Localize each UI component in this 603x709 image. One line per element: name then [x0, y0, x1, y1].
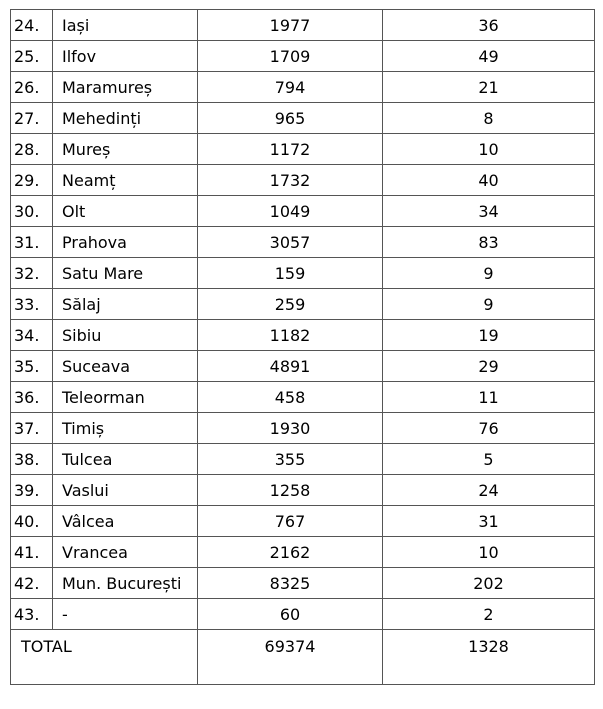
total-label: TOTAL [11, 630, 198, 685]
row-number: 30. [11, 196, 53, 227]
county-name: Mun. București [53, 568, 198, 599]
county-name: Prahova [53, 227, 198, 258]
row-number: 24. [11, 10, 53, 41]
value-1: 1172 [198, 134, 383, 165]
row-number: 39. [11, 475, 53, 506]
value-2: 31 [383, 506, 595, 537]
value-1: 458 [198, 382, 383, 413]
table-row [11, 599, 595, 630]
value-2: 10 [383, 537, 595, 568]
row-number: 26. [11, 72, 53, 103]
row-number: 37. [11, 413, 53, 444]
value-1: 4891 [198, 351, 383, 382]
row-number: 27. [11, 103, 53, 134]
total-value-1: 69374 [198, 630, 383, 685]
county-name: Olt [53, 196, 198, 227]
county-name: - [53, 599, 198, 630]
county-name: Vâlcea [53, 506, 198, 537]
value-2: 5 [383, 444, 595, 475]
value-1: 2162 [198, 537, 383, 568]
value-2: 11 [383, 382, 595, 413]
value-2: 49 [383, 41, 595, 72]
county-name: Sibiu [53, 320, 198, 351]
county-name: Iași [53, 10, 198, 41]
table-row [11, 134, 595, 165]
table-row [11, 258, 595, 289]
county-name: Maramureș [53, 72, 198, 103]
value-2: 24 [383, 475, 595, 506]
value-2: 202 [383, 568, 595, 599]
value-1: 355 [198, 444, 383, 475]
value-1: 259 [198, 289, 383, 320]
county-name: Ilfov [53, 41, 198, 72]
table-row [11, 10, 595, 41]
value-1: 1930 [198, 413, 383, 444]
table-row [11, 320, 595, 351]
value-1: 1977 [198, 10, 383, 41]
value-2: 19 [383, 320, 595, 351]
value-2: 2 [383, 599, 595, 630]
row-number: 29. [11, 165, 53, 196]
value-1: 965 [198, 103, 383, 134]
row-number: 36. [11, 382, 53, 413]
table-row [11, 289, 595, 320]
value-1: 1709 [198, 41, 383, 72]
value-2: 34 [383, 196, 595, 227]
row-number: 41. [11, 537, 53, 568]
value-2: 40 [383, 165, 595, 196]
table-row [11, 196, 595, 227]
table-row [11, 227, 595, 258]
county-name: Teleorman [53, 382, 198, 413]
row-number: 28. [11, 134, 53, 165]
table-row [11, 103, 595, 134]
value-1: 1732 [198, 165, 383, 196]
value-1: 1049 [198, 196, 383, 227]
value-2: 83 [383, 227, 595, 258]
table-row [11, 568, 595, 599]
value-1: 1258 [198, 475, 383, 506]
row-number: 34. [11, 320, 53, 351]
value-1: 159 [198, 258, 383, 289]
table-row [11, 351, 595, 382]
county-name: Sălaj [53, 289, 198, 320]
value-1: 60 [198, 599, 383, 630]
value-2: 36 [383, 10, 595, 41]
total-value-2: 1328 [383, 630, 595, 685]
county-name: Satu Mare [53, 258, 198, 289]
total-row [11, 630, 595, 685]
table-row [11, 41, 595, 72]
value-2: 76 [383, 413, 595, 444]
table-row [11, 506, 595, 537]
county-name: Mureș [53, 134, 198, 165]
table-row [11, 475, 595, 506]
row-number: 42. [11, 568, 53, 599]
county-name: Timiș [53, 413, 198, 444]
county-name: Neamț [53, 165, 198, 196]
county-table [10, 9, 595, 685]
value-2: 29 [383, 351, 595, 382]
row-number: 40. [11, 506, 53, 537]
table-row [11, 382, 595, 413]
value-2: 8 [383, 103, 595, 134]
value-1: 3057 [198, 227, 383, 258]
table-row [11, 413, 595, 444]
table-body [11, 10, 595, 685]
value-1: 1182 [198, 320, 383, 351]
county-name: Vrancea [53, 537, 198, 568]
table-row [11, 72, 595, 103]
value-1: 767 [198, 506, 383, 537]
row-number: 35. [11, 351, 53, 382]
table-row [11, 444, 595, 475]
row-number: 43. [11, 599, 53, 630]
table-row [11, 165, 595, 196]
row-number: 31. [11, 227, 53, 258]
row-number: 32. [11, 258, 53, 289]
county-name: Vaslui [53, 475, 198, 506]
row-number: 38. [11, 444, 53, 475]
row-number: 33. [11, 289, 53, 320]
row-number: 25. [11, 41, 53, 72]
county-name: Tulcea [53, 444, 198, 475]
value-2: 9 [383, 258, 595, 289]
value-1: 8325 [198, 568, 383, 599]
county-name: Suceava [53, 351, 198, 382]
value-2: 21 [383, 72, 595, 103]
value-2: 10 [383, 134, 595, 165]
value-1: 794 [198, 72, 383, 103]
value-2: 9 [383, 289, 595, 320]
table-row [11, 537, 595, 568]
county-name: Mehedinți [53, 103, 198, 134]
